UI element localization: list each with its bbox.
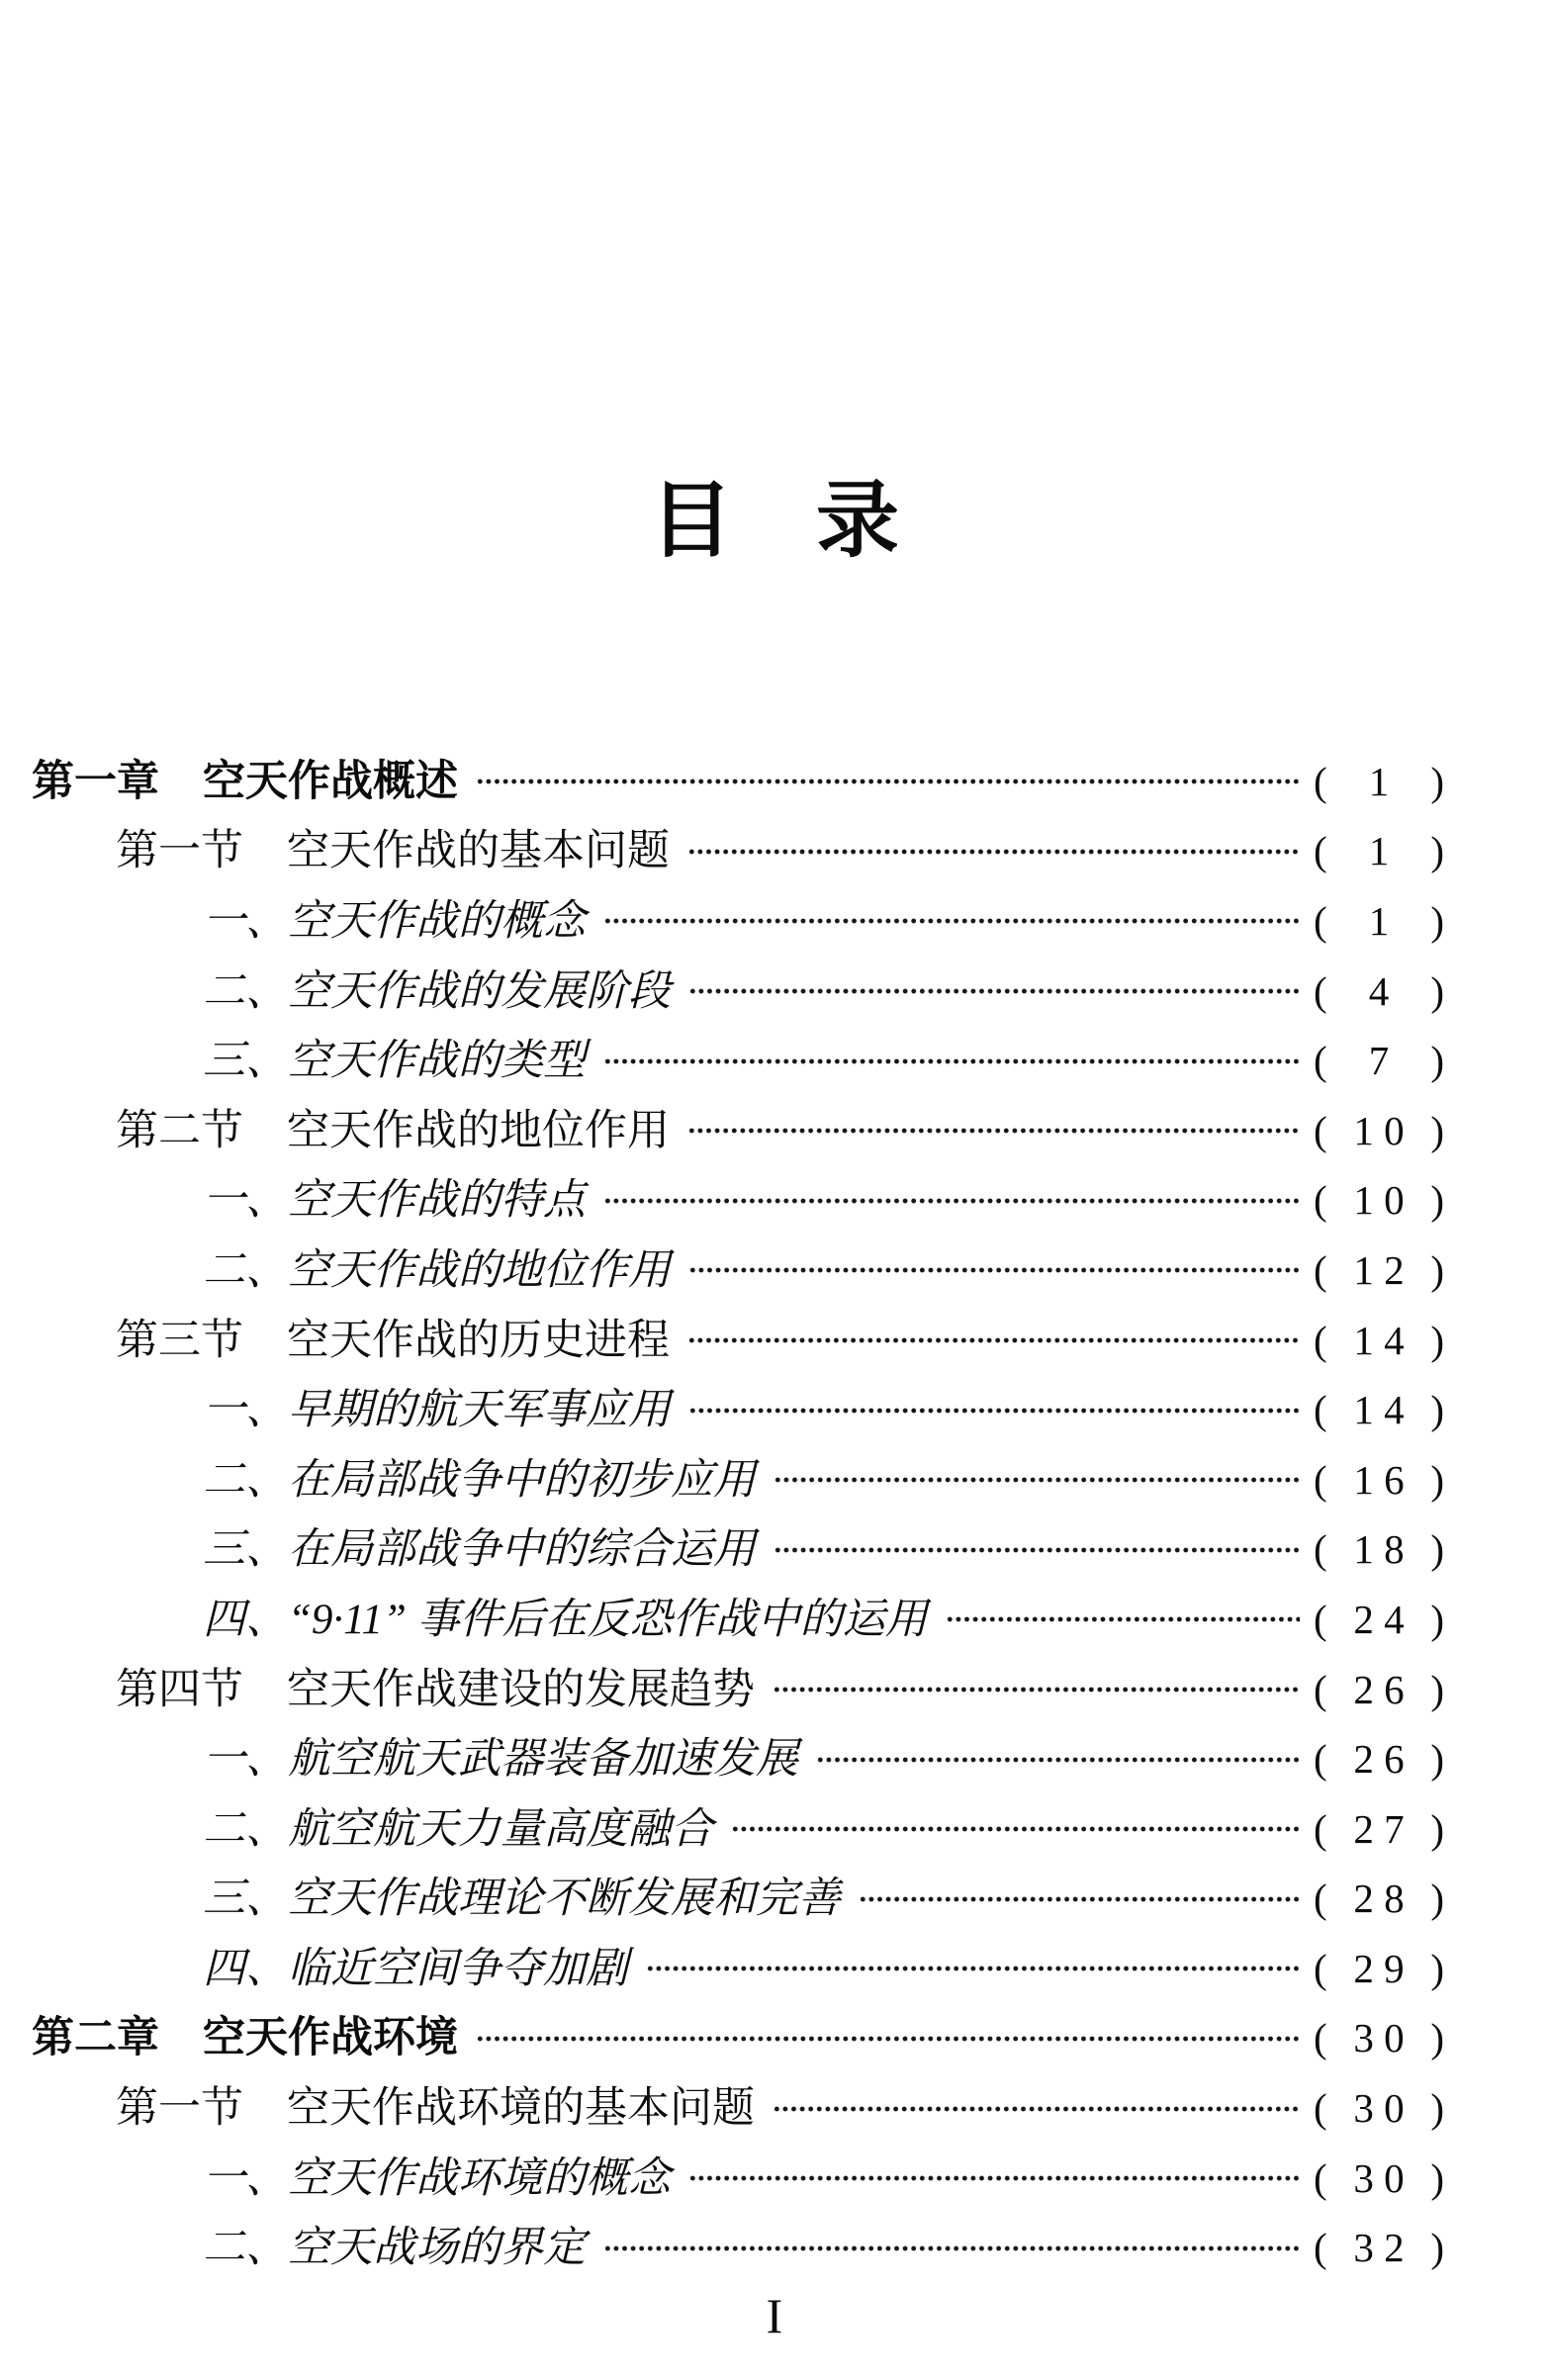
paren-open-char: ( [1314, 758, 1327, 804]
dot-leader [773, 2103, 1300, 2115]
toc-row-title: 空天作战环境的基本问题 [287, 2085, 755, 2133]
toc-row-title: 一、航空航天武器装备加速发展 [203, 1736, 798, 1784]
paren-open-char: ( [1314, 2225, 1327, 2271]
paren-close-char: ) [1430, 1456, 1444, 1503]
dot-leader [476, 2033, 1300, 2045]
paren-close-char: ) [1430, 1246, 1444, 1293]
paren-close-char: ) [1430, 1945, 1444, 1991]
paren-close-char: ) [1430, 758, 1444, 804]
paren-close-char: ) [1430, 1387, 1444, 1433]
dot-leader [688, 2172, 1300, 2184]
toc-row-title: 三、空天作战理论不断发展和完善 [203, 1876, 841, 1923]
dot-leader [687, 1125, 1300, 1137]
paren-open-char: ( [1314, 828, 1327, 874]
paren-open-char: ( [1314, 1246, 1327, 1293]
page-number-digits: 2 6 [1353, 1736, 1405, 1783]
toc-row-page [1314, 1945, 1444, 1991]
paren-close-char: ) [1430, 1317, 1444, 1363]
page-number-digits: 2 8 [1353, 1876, 1405, 1922]
dot-leader [731, 1823, 1300, 1835]
paren-open-char: ( [1314, 1945, 1327, 1991]
toc-list [0, 747, 1549, 2283]
toc-row-page [1314, 897, 1444, 944]
toc-row-page [1314, 1177, 1444, 1224]
page-number-digits: 2 4 [1353, 1596, 1405, 1642]
dot-leader [774, 1474, 1300, 1486]
page-number-digits: 1 0 [1353, 1177, 1405, 1224]
toc-row-title: 一、空天作战的概念 [203, 897, 586, 945]
page-number-digits: 1 0 [1353, 1107, 1405, 1153]
toc-row-page [1314, 1876, 1444, 1922]
toc-row [0, 1096, 1549, 1166]
page-number-digits: 1 8 [1353, 1526, 1405, 1573]
toc-row-title: 空天作战环境 [203, 2014, 458, 2062]
toc-row-title: 空天作战建设的发展趋势 [287, 1666, 755, 1713]
paren-close-char: ) [1430, 897, 1444, 944]
dot-leader [687, 1334, 1300, 1346]
page-number-digits: 1 4 [1353, 1387, 1405, 1433]
paren-open-char: ( [1314, 1177, 1327, 1224]
toc-row [0, 747, 1549, 817]
paren-close-char: ) [1430, 1177, 1444, 1224]
page-number-digits: 3 2 [1353, 2225, 1405, 2271]
dot-leader [687, 846, 1300, 858]
toc-row-page [1314, 2085, 1444, 2132]
page-number-digits: 7 [1368, 1038, 1390, 1084]
toc-row [0, 1445, 1549, 1515]
toc-row [0, 2004, 1549, 2074]
toc-row-page [1314, 828, 1444, 874]
toc-row-page [1314, 1456, 1444, 1503]
toc-row-title: 四、临近空间争夺加剧 [203, 1945, 628, 1992]
toc-row [0, 1026, 1549, 1096]
paren-close-char: ) [1430, 828, 1444, 874]
paren-close-char: ) [1430, 1736, 1444, 1783]
toc-row-page [1314, 1596, 1444, 1642]
toc-row [0, 1585, 1549, 1655]
page-number-digits: 3 0 [1353, 2154, 1405, 2201]
toc-row-page [1314, 967, 1444, 1014]
toc-row [0, 886, 1549, 957]
page-number-digits: 3 0 [1353, 2015, 1405, 2061]
dot-leader [816, 1754, 1300, 1766]
toc-row [0, 1306, 1549, 1376]
toc-row-number: 第二节 [116, 1107, 243, 1154]
toc-row-number: 第三节 [116, 1317, 243, 1364]
page-number-digits: 1 2 [1353, 1246, 1405, 1293]
page-number-digits: 1 6 [1353, 1456, 1405, 1503]
paren-open-char: ( [1314, 1805, 1327, 1852]
toc-row [0, 1515, 1549, 1586]
toc-row-title: 一、空天作战的特点 [203, 1177, 586, 1225]
toc-row-title: 二、在局部战争中的初步应用 [203, 1456, 756, 1504]
paren-close-char: ) [1430, 1038, 1444, 1084]
toc-row [0, 1375, 1549, 1445]
paren-close-char: ) [1430, 1805, 1444, 1852]
dot-leader [859, 1893, 1300, 1905]
page-number-digits: 1 4 [1353, 1317, 1405, 1363]
toc-row-page [1314, 1246, 1444, 1293]
toc-row [0, 1794, 1549, 1865]
page-number-digits: 4 [1368, 967, 1390, 1014]
paren-close-char: ) [1430, 1107, 1444, 1153]
toc-row-page [1314, 1526, 1444, 1573]
toc-row-title: 二、空天战场的界定 [203, 2225, 586, 2272]
toc-row-title: 二、空天作战的发展阶段 [203, 967, 671, 1015]
dot-leader [688, 1264, 1300, 1276]
paren-open-char: ( [1314, 1876, 1327, 1922]
toc-row-page [1314, 1387, 1444, 1433]
toc-row-number: 第一节 [116, 2085, 243, 2133]
toc-row [0, 1655, 1549, 1725]
paren-open-char: ( [1314, 897, 1327, 944]
toc-row [0, 2213, 1549, 2283]
toc-row-page [1314, 2015, 1444, 2061]
page-number-digits: 1 [1368, 828, 1390, 874]
dot-leader [688, 985, 1300, 997]
toc-row-page [1314, 2154, 1444, 2201]
paren-close-char: ) [1430, 2154, 1444, 2201]
toc-row [0, 1724, 1549, 1794]
dot-leader [773, 1684, 1300, 1695]
toc-row-title: 空天作战的地位作用 [287, 1107, 670, 1154]
paren-close-char: ) [1430, 1666, 1444, 1712]
paren-open-char: ( [1314, 1456, 1327, 1503]
dot-leader [603, 1195, 1300, 1207]
paren-open-char: ( [1314, 1317, 1327, 1363]
paren-open-char: ( [1314, 1526, 1327, 1573]
toc-row [0, 1934, 1549, 2004]
toc-row-title: 一、早期的航天军事应用 [203, 1387, 671, 1434]
paren-close-char: ) [1430, 2015, 1444, 2061]
toc-row-number: 第四节 [116, 1666, 243, 1713]
toc-row [0, 1236, 1549, 1306]
toc-row-title: 四、“9·11” 事件后在反恐作战中的运用 [203, 1596, 928, 1643]
toc-row-title: 三、在局部战争中的综合运用 [203, 1526, 756, 1574]
page-number-digits: 2 6 [1353, 1666, 1405, 1712]
page-number-digits: 3 0 [1353, 2085, 1405, 2132]
toc-row-page [1314, 1805, 1444, 1852]
dot-leader [946, 1613, 1300, 1625]
dot-leader [688, 1405, 1300, 1417]
paren-close-char: ) [1430, 2225, 1444, 2271]
toc-row-number: 第二章 [32, 2014, 159, 2062]
toc-row-number: 第一节 [116, 828, 243, 875]
page-number-digits: 2 7 [1353, 1805, 1405, 1852]
paren-close-char: ) [1430, 2085, 1444, 2132]
page-title: 目 录 [649, 476, 899, 569]
paren-open-char: ( [1314, 2085, 1327, 2132]
paren-open-char: ( [1314, 967, 1327, 1014]
dot-leader [476, 776, 1300, 787]
toc-row-number: 第一章 [32, 757, 159, 805]
paren-open-char: ( [1314, 1666, 1327, 1712]
page-number-digits: 1 [1368, 758, 1390, 804]
paren-open-char: ( [1314, 1038, 1327, 1084]
paren-open-char: ( [1314, 1387, 1327, 1433]
toc-row-title: 空天作战概述 [203, 757, 458, 805]
paren-open-char: ( [1314, 2015, 1327, 2061]
toc-row [0, 957, 1549, 1027]
toc-row-title: 二、空天作战的地位作用 [203, 1246, 671, 1294]
paren-close-char: ) [1430, 1596, 1444, 1642]
toc-row-page [1314, 1038, 1444, 1084]
toc-row-page [1314, 1666, 1444, 1712]
dot-leader [603, 1055, 1300, 1067]
toc-row [0, 1166, 1549, 1236]
page-number-digits: 2 9 [1353, 1945, 1405, 1991]
toc-row [0, 2073, 1549, 2144]
paren-open-char: ( [1314, 1107, 1327, 1153]
dot-leader [603, 915, 1300, 927]
toc-row [0, 817, 1549, 887]
toc-row-page [1314, 1736, 1444, 1783]
toc-row [0, 2144, 1549, 2214]
toc-row-title: 空天作战的历史进程 [287, 1317, 670, 1364]
toc-row-title: 二、航空航天力量高度融合 [203, 1805, 713, 1853]
page-number-digits: 1 [1368, 897, 1390, 944]
dot-leader [603, 2243, 1300, 2254]
paren-open-char: ( [1314, 1736, 1327, 1783]
toc-row-page [1314, 758, 1444, 804]
paren-close-char: ) [1430, 1526, 1444, 1573]
toc-row-page [1314, 2225, 1444, 2271]
dot-leader [774, 1544, 1300, 1556]
toc-row-title: 空天作战的基本问题 [287, 828, 670, 875]
paren-open-char: ( [1314, 2154, 1327, 2201]
toc-row-page [1314, 1317, 1444, 1363]
paren-close-char: ) [1430, 967, 1444, 1014]
toc-row-page [1314, 1107, 1444, 1153]
toc-row-title: 一、空天作战环境的概念 [203, 2154, 671, 2202]
paren-close-char: ) [1430, 1876, 1444, 1922]
footer-page-number: I [766, 2288, 783, 2343]
dot-leader [646, 1963, 1300, 1974]
toc-row-title: 三、空天作战的类型 [203, 1038, 586, 1085]
paren-open-char: ( [1314, 1596, 1327, 1642]
toc-row [0, 1865, 1549, 1935]
